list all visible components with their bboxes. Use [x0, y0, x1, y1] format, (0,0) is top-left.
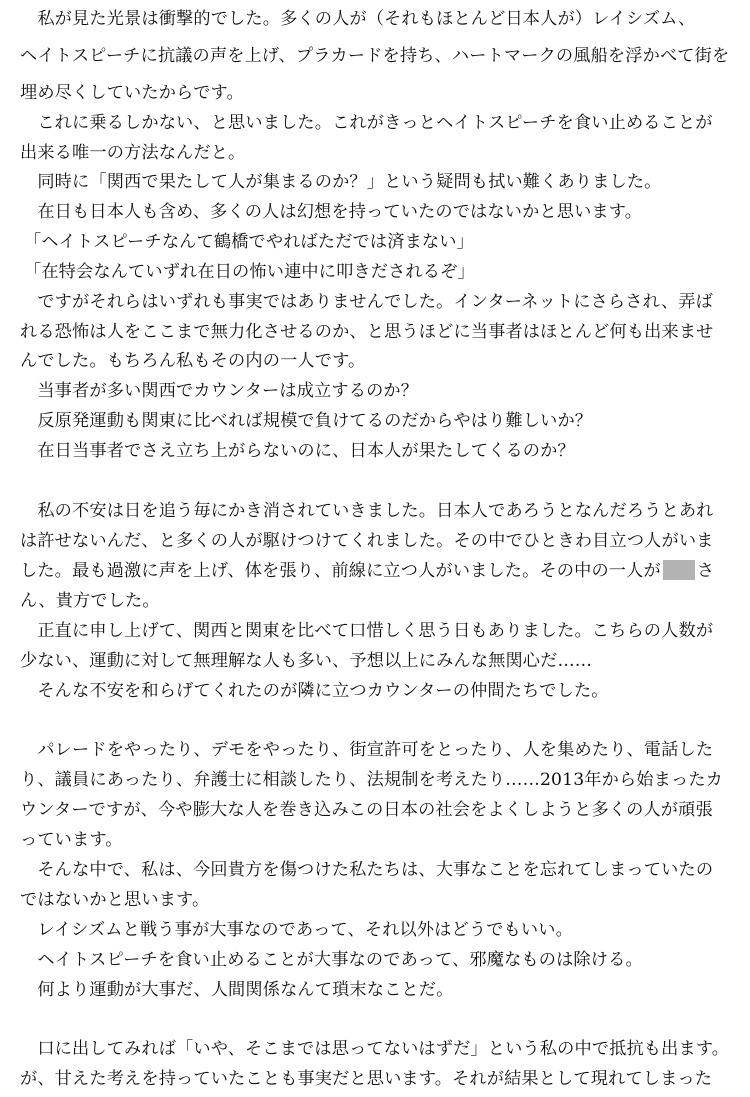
text-line-20: 正直に申し上げて、関西と関東を比べて口惜しく思う日もありました。こちらの人数が — [20, 621, 714, 641]
text-line-6: 同時に「関西で果たして人が集まるのか？」という疑問も拭い難くありました。 — [20, 172, 662, 192]
text-line-12: んでした。もちろん私もその内の一人です。 — [20, 351, 366, 371]
text-line-5: 出来る唯一の方法なんだと。 — [20, 143, 246, 163]
text-line-25: ウンターですが、今や膨大な人を巻き込みこの日本の社会をよくしようと多くの人が頑張 — [20, 800, 713, 820]
text-line-19: ん、貴方でした。 — [20, 591, 160, 611]
text-line-30: ヘイトスピーチを食い止めることが大事なのであって、邪魔なものは除ける。 — [20, 950, 643, 970]
text-line-1: 私が見た光景は衝撃的でした。多くの人が（それもほとんど日本人が）レイシズム、 — [20, 9, 696, 29]
text-line-14: 反原発運動も関東に比べれば規模で負けてるのだからやはり難しいか？ — [20, 411, 593, 431]
text-line-3: 埋め尽くしていたからです。 — [20, 83, 244, 103]
text-line-31: 何より運動が大事だ、人間関係なんて瑣末なことだ。 — [20, 980, 454, 1000]
redaction-box — [663, 560, 695, 580]
text-line-29: レイシズムと戦う事が大事なのであって、それ以外はどうでもいい。 — [20, 920, 573, 940]
text-line-33: が、甘えた考えを持っていたことも事実だと思います。それが結果として現れてしまった — [20, 1069, 713, 1089]
text-line-18 — [20, 554, 714, 588]
text-line-9: 「在特会なんていずれ在日の怖い連中に叩きだされるぞ」 — [24, 262, 475, 282]
text-line-2: ヘイトスピーチに抗議の声を上げ、プラカードを持ち、ハートマークの風船を浮かべて街を — [20, 46, 730, 66]
text-line-7: 在日も日本人も含め、多くの人は幻想を持っていたのではないかと思います。 — [20, 202, 643, 222]
text-line-24: り、議員にあったり、弁護士に相談したり、法規制を考えたり……2013年から始まったカ — [20, 770, 723, 790]
text-line-22: そんな不安を和らげてくれたのが隣に立つカウンターの仲間たちでした。 — [20, 681, 609, 701]
text-line-17: は許せないんだ、と多くの人が駆けつけてくれました。その中でひときわ目立つ人がいま — [20, 531, 714, 551]
text-line-10: ですがそれらはいずれも事実ではありませんでした。インターネットにさらされ、弄ば — [20, 292, 713, 312]
text-line-8: 「ヘイトスピーチなんて鶴橋でやればただでは済まない」 — [24, 232, 474, 252]
text-line-26: っています。 — [20, 830, 123, 850]
text-line-15: 在日当事者でさえ立ち上がらないのに、日本人が果たしてくるのか？ — [20, 441, 575, 461]
text-line-18-after: さ — [696, 561, 715, 581]
text-line-28: ではないかと思います。 — [20, 890, 210, 910]
text-line-11: れる恐怖は人をここまで無力化させるのか、と思うほどに当事者はほとんど何も出来ませ — [20, 322, 714, 342]
text-line-23: パレードをやったり、デモをやったり、街宣許可をとったり、人を集めたり、電話した — [20, 740, 714, 760]
text-line-21: 少ない、運動に対して無理解な人も多い、予想以上にみんな無関心だ…… — [20, 651, 593, 671]
text-line-18-before: した。最も過激に声を上げ、体を張り、前線に立つ人がいました。その中の一人が — [20, 561, 661, 581]
text-line-16: 私の不安は日を追う毎にかき消されていきました。日本人であろうとなんだろうとあれ — [20, 501, 714, 521]
text-line-13: 当事者が多い関西でカウンターは成立するのか？ — [20, 381, 419, 401]
text-line-4: これに乗るしかない、と思いました。これがきっとヘイトスピーチを食い止めることが — [20, 113, 713, 133]
text-line-27: そんな中で、私は、今回貴方を傷つけた私たちは、大事なことを忘れてしまっていたの — [20, 860, 714, 880]
text-line-32: 口に出してみれば「いや、そこまでは思ってないはずだ」という私の中で抵抗も出ます。 — [20, 1039, 730, 1059]
